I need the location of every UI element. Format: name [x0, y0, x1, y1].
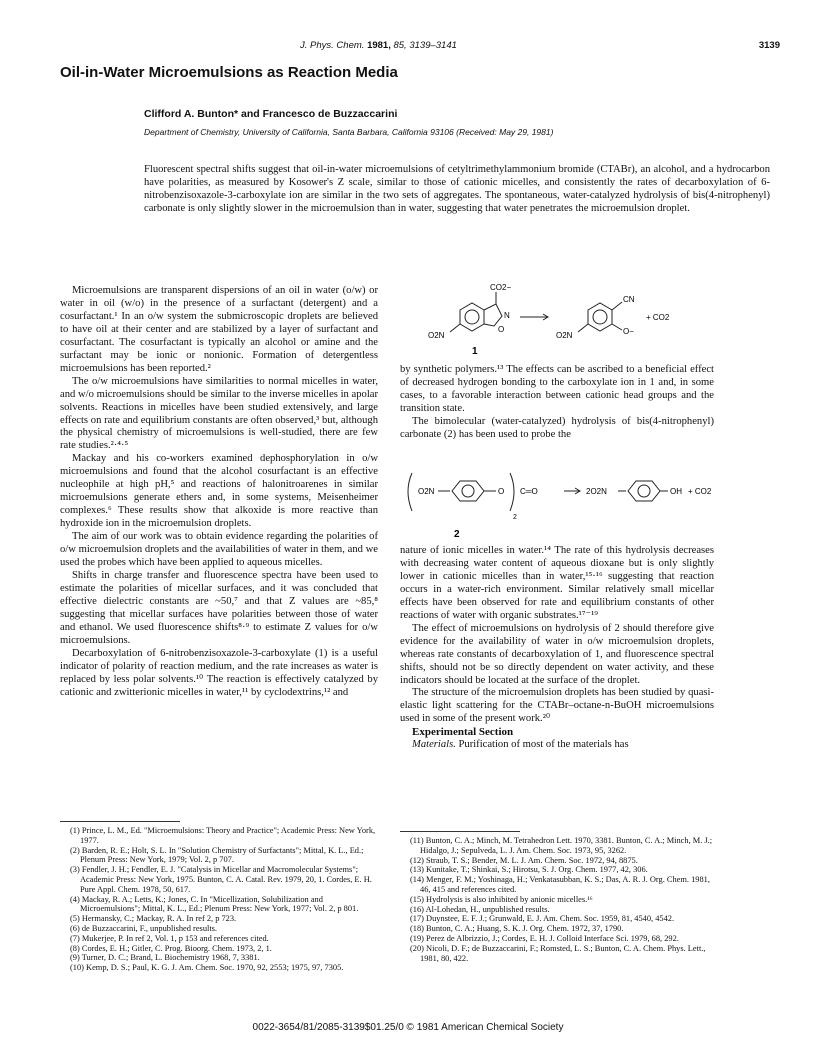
compound-label-1: 1 [472, 346, 478, 357]
left-paren [408, 473, 412, 511]
footnote-rule [400, 831, 520, 832]
nitro-label: O2N [418, 487, 435, 496]
reference-item: (11) Bunton, C. A.; Minch, M. Tetrahedron Lett. 1970, 3381. Bunton, C. A.; Minch, M. J.; Hidalgo, J.; Sepulveda, L. J. Am. Chem. Soc. 1973, 95, 3262. [410, 836, 713, 855]
reference-item: (8) Cordes, E. H.; Gitler, C. Prog. Bioorg. Chem. 1973, 2, 1. [70, 943, 272, 953]
reference-item: (13) Kunitake, T.; Shinkai, S.; Hirotsu, S. J. Org. Chem. 1977, 42, 306. [410, 865, 648, 875]
oxide-bond [612, 324, 622, 330]
subsection-lead: Materials. [412, 739, 456, 751]
subscript-label: 2 [513, 514, 517, 521]
paragraph [400, 739, 714, 752]
affiliation: Department of Chemistry, University of California, Santa Barbara, California 93106 (Received: May 29, 1981) [144, 127, 554, 137]
paragraph: The structure of the microemulsion droplets has been studied by quasi-elastic light scattering for the CTABr–octane-n-BuOH microemulsions used in some of the present work.²⁰ [400, 687, 714, 725]
paragraph: Shifts in charge transfer and fluorescence spectra have been used to estimate the polarities of micellar surfaces, and it was concluded that effective dielectric constants are ~50,⁷ and that Z values are ~85,⁸ suggesting that micellar surfaces have polarities between those of water and ethanol. We used fluorescence shifts⁸·⁹ to estimate Z values for o/w microemulsions. [60, 569, 378, 646]
benzene-ring [628, 481, 660, 501]
reference-item: (18) Bunton, C. A.; Huang, S. K. J. Org. Chem. 1972, 37, 1790. [410, 924, 624, 934]
paragraph: The aim of our work was to obtain evidence regarding the polarities of o/w microemulsion droplets and the availabilities of water in them, and we used the probes which have been applied to aqueous micelles. [60, 531, 378, 569]
reference-item: (6) de Buzzaccarini, F., unpublished results. [70, 923, 218, 933]
ring-o-label: O [498, 325, 505, 334]
hydroxyl-label: OH [670, 487, 682, 496]
reference-item: (19) Perez de Albrizzio, J.; Cordes, E. H. J. Colloid Interface Sci. 1979, 68, 292. [410, 933, 679, 943]
journal-citation [300, 40, 457, 51]
benzene-ring [460, 303, 484, 331]
oxygen-label: O [498, 487, 505, 496]
reference-item: (15) Hydrolysis is also inhibited by anionic micelles.¹⁶ [410, 894, 593, 904]
column-right-bottom [400, 545, 714, 752]
cyano-bond [612, 302, 622, 310]
carboxylate-label: CO2− [490, 283, 512, 292]
reference-item: (7) Mukerjee, P. In ref 2, Vol. 1, p 153 and references cited. [70, 933, 269, 943]
paragraph: The bimolecular (water-catalyzed) hydrolysis of bis(4-nitrophenyl) carbonate (2) has been used to probe the [400, 415, 714, 440]
journal-name: J. Phys. Chem. [300, 40, 365, 51]
footnote-rule [60, 821, 180, 822]
copyright-footer: 0022-3654/81/2085-3139$01.25/0 © 1981 American Chemical Society [252, 1022, 564, 1033]
references-right [400, 836, 714, 963]
aromatic-circle [465, 310, 479, 324]
journal-year: 1981, [367, 40, 391, 51]
compound-label-2: 2 [454, 529, 460, 540]
reference-item: (9) Turner, D. C.; Brand, L. Biochemistry 1968, 7, 3381. [70, 953, 260, 963]
reference-item: (12) Straub, T. S.; Bender, M. L. J. Am. Chem. Soc. 1972, 94, 8875. [410, 855, 638, 865]
section-heading: Experimental Section [412, 726, 514, 739]
reference-item: (3) Fendler, J. H.; Fendler, E. J. "Catalysis in Micellar and Macromolecular Systems"; Academic Press: New York, 1975. Bunton, C. A. Catal. Rev. 1979, 20, 1. Cordes, E. H. Pure Appl. Chem. 1978, 50, 617. [70, 865, 372, 894]
reference-item: (16) Al-Lohedan, H., unpublished results. [410, 904, 550, 914]
journal-volume: 85, [393, 40, 407, 51]
aromatic-circle [593, 310, 607, 324]
right-paren [510, 473, 514, 511]
benzene-ring [452, 481, 484, 501]
ring-n-label: N [504, 311, 510, 320]
oxide-label: O− [623, 327, 634, 336]
reference-item: (4) Mackay, R. A.; Letts, K.; Jones, C. In "Micellization, Solubilization and Microemulsions"; Mittal, K. L., Ed.; Plenum Press: New York, 1977; Vol. 2, p 801. [70, 894, 359, 914]
running-header [0, 38, 816, 54]
article-authors: Clifford A. Bunton* and Francesco de Buzzaccarini [144, 108, 398, 120]
paragraph: Mackay and his co-workers examined dephosphorylation in o/w microemulsions and found that the alcohol cosurfactant is an effective nucleophile at high pH,⁵ and reactions of halonitroarenes in similar microemulsions generate ethers and, in some systems, Meisenheimer complexes.⁶ These results show that alkoxide is more reactive than hydroxide ion in the microemulsion droplets. [60, 453, 378, 530]
product-nitro-label: O2N [556, 331, 573, 340]
benzene-ring [588, 303, 612, 331]
reference-item: (17) Duynstee, E. F. J.; Grunwald, E. J. Am. Chem. Soc. 1959, 81, 4540, 4542. [410, 914, 675, 924]
nitro-bond [450, 324, 460, 332]
reference-item: (10) Kemp, D. S.; Paul, K. G. J. Am. Chem. Soc. 1970, 92, 2553; 1975, 97, 7305. [70, 963, 344, 973]
product-nitro-label: 2O2N [586, 487, 607, 496]
carbonyl-label: C═O [520, 487, 538, 496]
references-left [60, 826, 378, 973]
paragraph: Microemulsions are transparent dispersions of an oil in water (o/w) or water in oil (w/o) in the presence of a surfactant (detergent) and a cosurfactant.¹ In an o/w system the submicroscopic droplets are believed to have oil at their center and are stabilized by a layer of surfactant and cosurfactant. The cosurfactant is typically an alcohol or amine and the surfactant may be ionic or nonionic. Formation of detergentless microemulsions has been reported.² [60, 285, 378, 374]
reference-item: (20) Nicoli, D. F.; de Buzzaccarini, F.; Romsted, L. S.; Bunton, C. A. Chem. Phys. Lett., 1981, 80, 422. [410, 943, 706, 963]
abstract: Fluorescent spectral shifts suggest that oil-in-water microemulsions of cetyltrimethylammonium bromide (CTABr), an alcohol, and a hydrocarbon have polarities, as measured by Kosower's Z scale, similar to those of cationic micelles, and consistently the rates of decarboxylation of 6-nitrobenzisoxazole-3-carboxylate ion are similar in the two sets of aggregates. The spontaneous, water-catalyzed hydrolysis of bis(4-nitrophenyl) carbonate is only slightly slower in the microemulsion than in water, suggesting that water penetrates the microemulsion droplet. [144, 164, 770, 215]
co2-label: + CO2 [688, 487, 712, 496]
paragraph: The o/w microemulsions have similarities to normal micelles in water, and w/o microemulsions should be similar to the inverse micelles in apolar solvents. Reactions in micelles have been studied extensively, and large effects on rate and equilibrium constants are often observed,³ but, although the physical chemistry of microemulsions is well-studied, there are few rate studies.²·⁴·⁵ [60, 375, 378, 452]
isoxazole-ring [484, 304, 502, 326]
paragraph: Decarboxylation of 6-nitrobenzisoxazole-3-carboxylate (1) is a useful indicator of polarity of reaction medium, and the rate increases as water is replaced by less polar solvents.¹⁰ The reaction is effectively catalyzed by cationic and zwitterionic micelles in water,¹¹ by cyclodextrins,¹² and [60, 647, 378, 698]
reference-item: (1) Prince, L. M., Ed. "Microemulsions: Theory and Practice"; Academic Press: New York, 1977. [70, 826, 376, 845]
column-right-top [400, 364, 714, 442]
aromatic-circle [462, 485, 474, 497]
nitro-label: O2N [428, 331, 445, 340]
reference-item: (2) Barden, R. E.; Holt, S. L. In "Solution Chemistry of Surfactants"; Mittal, K. L., Ed.; Plenum Press: New York, 1979; Vol. 2, p 707. [70, 845, 364, 865]
nitro-bond [578, 324, 588, 332]
aromatic-circle [638, 485, 650, 497]
article-title: Oil-in-Water Microemulsions as Reaction Media [60, 64, 398, 81]
page-number: 3139 [758, 40, 780, 51]
paragraph: The effect of microemulsions on hydrolysis of 2 should therefore give evidence for the availability of water in o/w microemulsion droplets, whereas rate constants of decarboxylation of 1, and fluorescence spectral shifts, should not be so directly dependent on water activity, and these indicators should be located at the surface of the droplet. [400, 622, 714, 686]
materials-text: Purification of most of the materials has [458, 739, 629, 751]
paragraph: by synthetic polymers.¹³ The effects can be ascribed to a beneficial effect of decreased hydrogen bonding to the carboxylate ion in 1 and, in some cases, to a favorable interaction between cationic head groups and the transition state. [400, 364, 714, 414]
column-left [60, 285, 378, 700]
scheme-2-hydrolysis [400, 465, 716, 545]
reference-item: (5) Hermansky, C.; Mackay, R. A. In ref 2, p 723. [70, 914, 237, 924]
co2-label: + CO2 [646, 313, 670, 322]
paragraph: nature of ionic micelles in water.¹⁴ The rate of this hydrolysis decreases with decreasing water content of aqueous dioxane but is only slightly lower in cationic micelles than in water,¹⁵·¹⁶ suggesting that reaction occurs in a water-rich environment. Similar relatively small micellar effects have been observed for rate and equilibrium constants of other reactions of water with organic substrates.¹⁷⁻¹⁹ [400, 545, 714, 621]
scheme-1-decarboxylation [420, 280, 720, 360]
cyano-label: CN [623, 295, 635, 304]
reference-item: (14) Menger, F. M.; Yoshinaga, H.; Venkatasubban, K. S.; Das, A. R. J. Org. Chem. 1981, 46, 415 and references cited. [410, 875, 710, 894]
journal-pages: 3139–3141 [409, 40, 457, 51]
